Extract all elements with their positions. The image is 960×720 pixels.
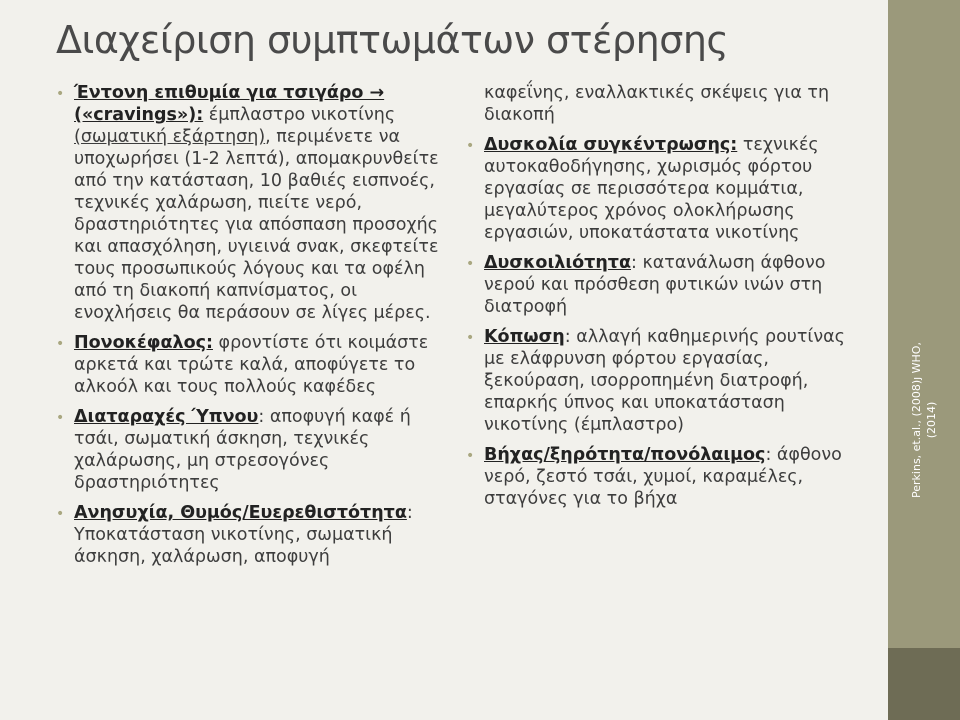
item-text: : κατανάλωση άφθονο νερού και πρόσθεση φυτικών ινών στη διατροφή xyxy=(484,253,826,317)
item-text: έμπλαστρο νικοτίνης xyxy=(203,105,396,125)
right-column xyxy=(466,82,866,518)
bullet-icon: • xyxy=(466,448,475,464)
item-term: Δυσκοιλιότητα xyxy=(484,253,631,273)
bullet-item-constipation xyxy=(466,252,866,318)
slide-title: Διαχείριση συμπτωμάτων στέρησης xyxy=(56,18,729,62)
bullet-icon: • xyxy=(56,506,65,522)
item-term: Διαταραχές Ύπνου xyxy=(74,407,259,427)
bullet-item-cravings xyxy=(56,82,454,324)
citation-line-2: (2014) xyxy=(925,401,938,439)
item-term: Βήχας/ξηρότητα/πονόλαιμος xyxy=(484,445,766,465)
citation-line-1: Perkins, et.al., (2008)ȷ WHO, xyxy=(910,342,923,498)
item-term: Ανησυχία, Θυμός/Ευερεθιστότητα xyxy=(74,503,407,523)
item-text: τεχνικές αυτοκαθοδήγησης, χωρισμός φόρτου εργασίας σε περισσότερα κομμάτια, μεγαλύτερος χρόνος ολοκλήρωσης εργασιών, υποκατάστατα νικοτίνης xyxy=(484,135,819,243)
item-text: : Υποκατάσταση νικοτίνης, σωματική άσκηση, χαλάρωση, αποφυγή xyxy=(74,503,413,567)
citation-text xyxy=(909,240,939,600)
item-text: : αλλαγή καθημερινής ρουτίνας με ελάφρυνση φόρτου εργασίας, ξεκούραση, ισορροπημένη διατροφή, επαρκής ύπνος και υποκατάσταση νικοτίνης (έμπλαστρο) xyxy=(484,327,845,435)
bullet-icon: • xyxy=(466,256,475,272)
bullet-item-cough xyxy=(466,444,866,510)
item-text: , περιμένετε να υποχωρήσει (1-2 λεπτά), απομακρυνθείτε από την κατάσταση, 10 βαθιές εισπνοές, τεχνικές χαλάρωση, πιείτε νερό, δραστηριότητες για απόσπαση προσοχής και απασχόληση, υγιεινά σνακ, σκεφτείτε τους προσωπικούς λόγους και τα οφέλη από τη διακοπή καπνίσματος, οι ενοχλήσεις θα περάσουν σε λίγες μέρες. xyxy=(74,127,439,323)
item-text: φροντίστε ότι κοιμάστε αρκετά και τρώτε καλά, αποφύγετε το αλκοόλ και τους πολλούς καφέδες xyxy=(74,333,429,397)
left-column xyxy=(56,82,454,576)
bullet-icon: • xyxy=(466,330,475,346)
bullet-icon: • xyxy=(56,410,65,426)
sidebar-bottom-block xyxy=(888,648,960,720)
item-text: : αποφυγή καφέ ή τσάι, σωματική άσκηση, τεχνικές χαλάρωσης, μη στρεσογόνες δραστηριότητες xyxy=(74,407,411,493)
item-term: Έντονη επιθυμία για τσιγάρο → xyxy=(74,83,385,103)
item-text: : άφθονο νερό, ζεστό τσάι, χυμοί, καραμέλες, σταγόνες για το βήχα xyxy=(484,445,842,509)
item-underlined-text: (σωματική εξάρτηση) xyxy=(74,127,266,147)
item-term: Κόπωση xyxy=(484,327,565,347)
bullet-item-concentration xyxy=(466,134,866,244)
citation xyxy=(896,240,952,600)
bullet-icon: • xyxy=(466,138,475,154)
bullet-item-anxiety xyxy=(56,502,454,568)
item-term: Δυσκολία συγκέντρωσης: xyxy=(484,135,738,155)
bullet-icon: • xyxy=(56,336,65,352)
continuation-text: καφεΐνης, εναλλακτικές σκέψεις για τη διακοπή xyxy=(484,83,830,125)
item-term: Πονοκέφαλος: xyxy=(74,333,213,353)
bullet-item-fatigue xyxy=(466,326,866,436)
bullet-item-sleep xyxy=(56,406,454,494)
bullet-icon: • xyxy=(56,86,65,102)
item-term-continued: («cravings»): xyxy=(74,105,204,125)
bullet-item-headache xyxy=(56,332,454,398)
